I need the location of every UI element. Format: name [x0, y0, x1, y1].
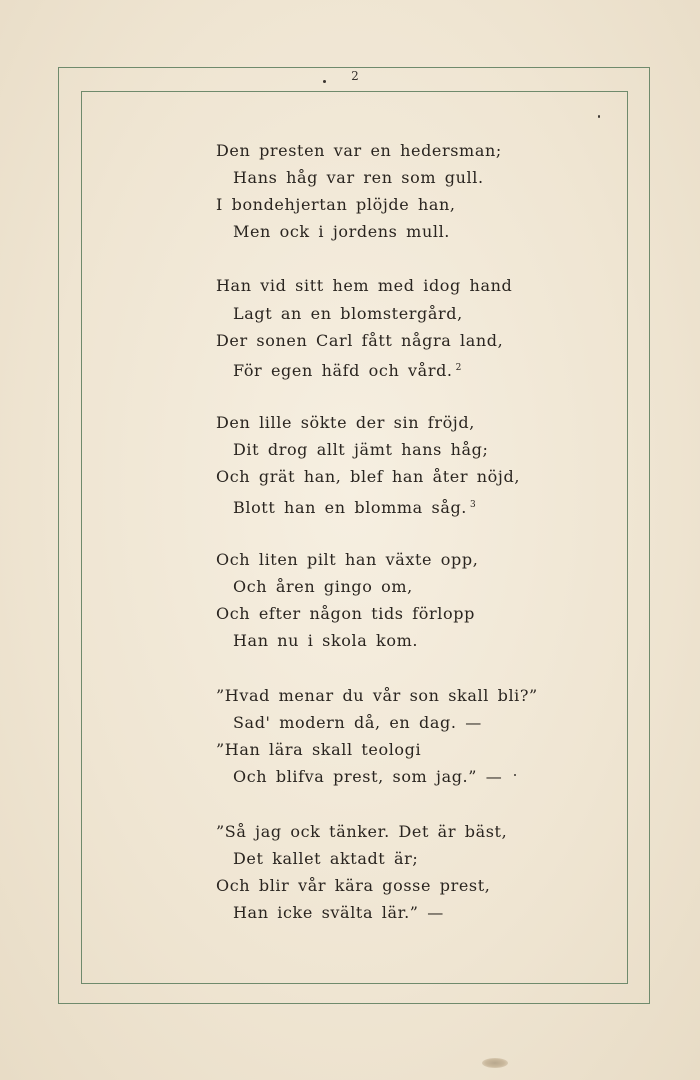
- poem-line: Han vid sitt hem med idog hand: [216, 276, 513, 295]
- poem-line: ”Han lära skall teologi: [216, 740, 422, 759]
- poem-line: Der sonen Carl fått några land,: [216, 331, 504, 350]
- poem-line: Och blifva prest, som jag.” —: [233, 767, 503, 786]
- footnote-marker: 3: [470, 500, 477, 510]
- page-number: 2: [351, 69, 359, 83]
- poem-line: Han nu i skola kom.: [233, 631, 419, 650]
- poem-line: Det kallet aktadt är;: [233, 849, 419, 868]
- poem-line: Den presten var en hedersman;: [216, 141, 502, 160]
- poem-line: Sad' modern då, en dag. —: [233, 713, 482, 732]
- poem-line: Och grät han, blef han åter nöjd,: [216, 467, 521, 486]
- poem-line: Och blir vår kära gosse prest,: [216, 876, 491, 895]
- poem-line: Blott han en blomma såg. $^3$: [233, 498, 477, 517]
- poem-line: Den lille sökte der sin fröjd,: [216, 413, 475, 432]
- poem-line: Men ock i jordens mull.: [233, 222, 450, 241]
- poem-line: Och efter någon tids förlopp: [216, 604, 475, 623]
- footnote-marker: 2: [455, 363, 462, 373]
- poem-line: Dit drog allt jämt hans håg;: [233, 440, 489, 459]
- poem-line: Lagt an en blomstergård,: [233, 304, 463, 323]
- poem-line: Han icke svälta lär.” —: [233, 903, 444, 922]
- poem-line: Och liten pilt han växte opp,: [216, 550, 479, 569]
- poem-line: Hans håg var ren som gull.: [233, 168, 484, 187]
- poem-line: ”Hvad menar du vår son skall bli?”: [216, 686, 538, 705]
- poem-line: För egen häfd och vård. $^2$: [233, 361, 462, 380]
- poem-line: Och åren gingo om,: [233, 577, 413, 596]
- poem-line: I bondehjertan plöjde han,: [216, 195, 456, 214]
- poem-line: ”Så jag ock tänker. Det är bäst,: [216, 822, 508, 841]
